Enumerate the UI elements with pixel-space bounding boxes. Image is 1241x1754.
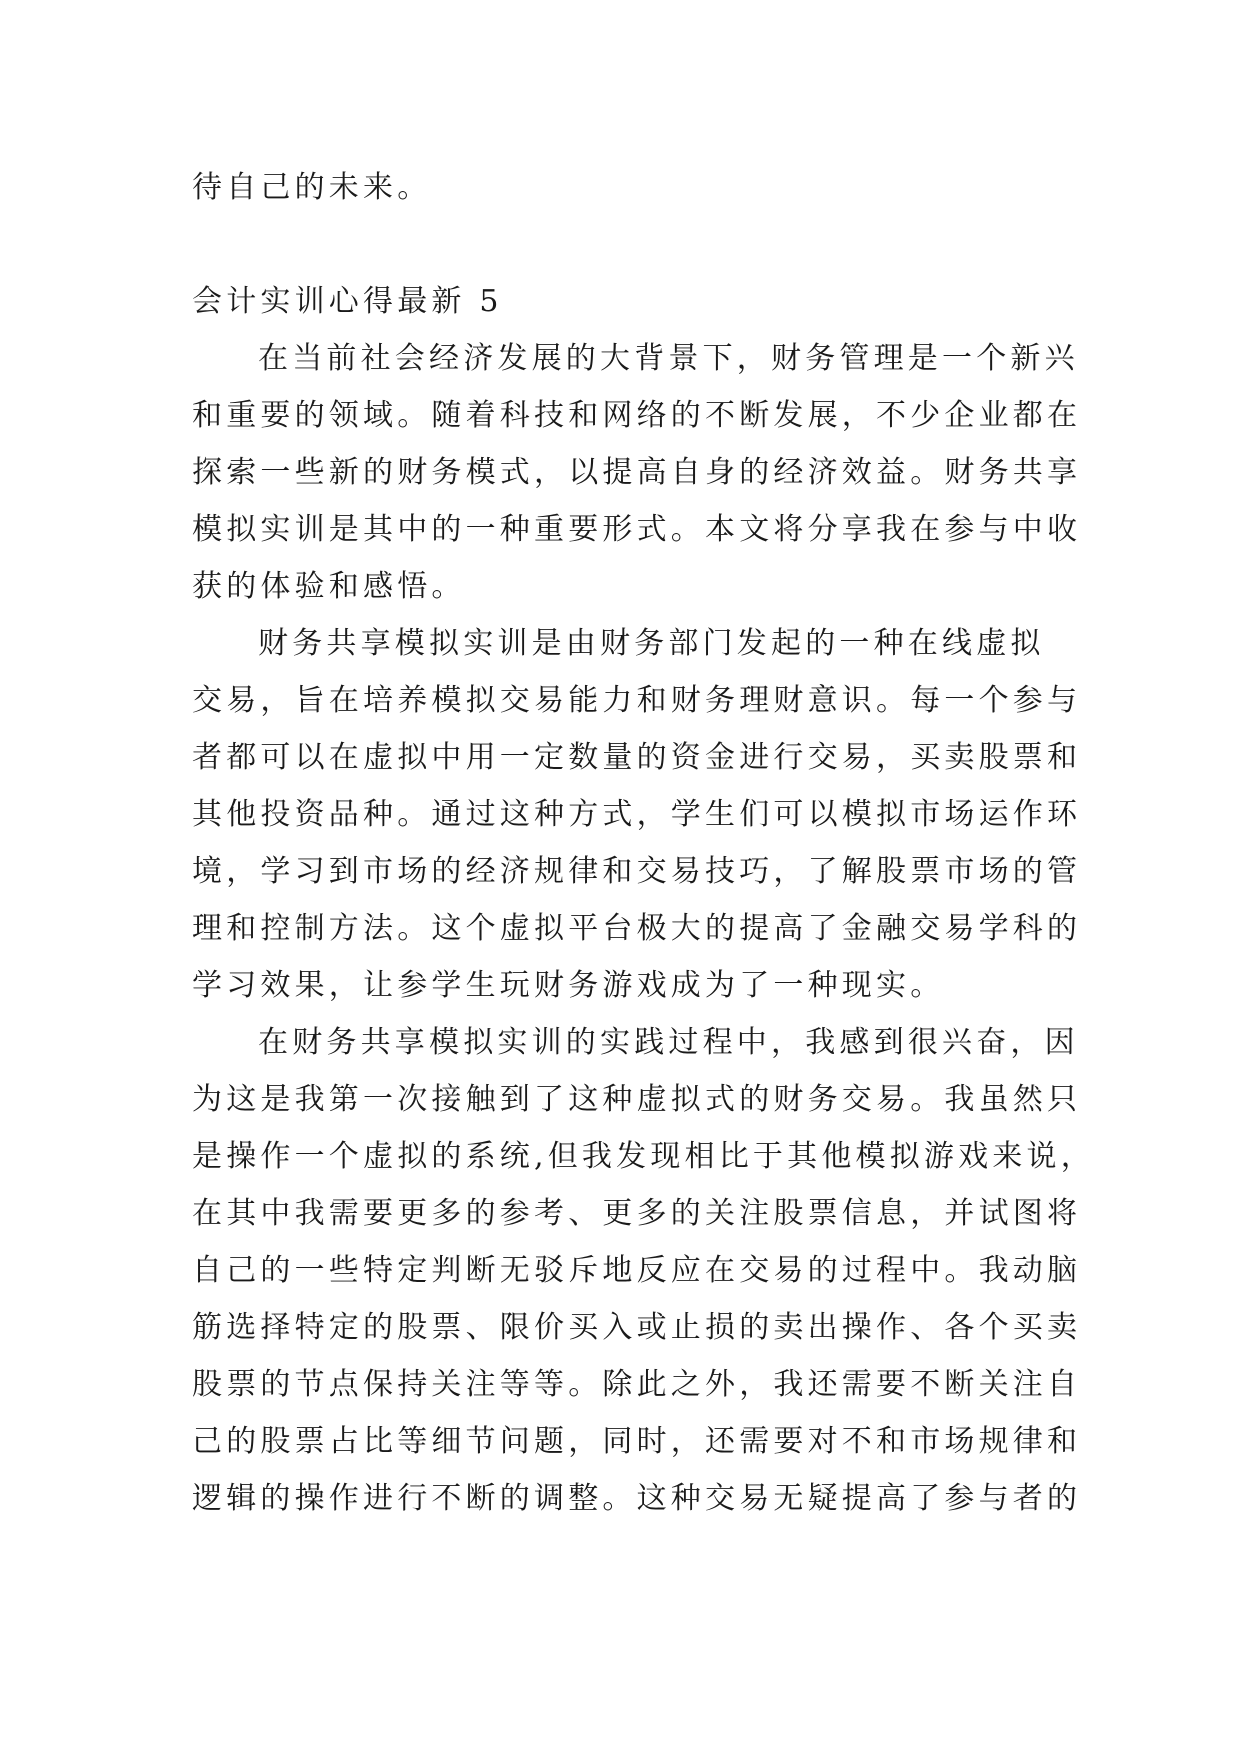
paragraph-1 [192, 330, 1082, 615]
paragraph-line: 交易，旨在培养模拟交易能力和财务理财意识。每一个参与 [192, 683, 1082, 718]
paragraph-line: 股票的节点保持关注等等。除此之外，我还需要不断关注自 [192, 1367, 1082, 1402]
paragraph-3 [192, 1014, 1095, 1527]
paragraph-line: 探索一些新的财务模式，以提高自身的经济效益。财务共享 [192, 455, 1082, 490]
paragraph-line: 其他投资品种。通过这种方式，学生们可以模拟市场运作环 [192, 797, 1082, 832]
paragraph-line: 自己的一些特定判断无驳斥地反应在交易的过程中。我动脑 [192, 1253, 1082, 1288]
paragraph-line: 财务共享模拟实训是由财务部门发起的一种在线虚拟 [258, 626, 1045, 661]
paragraph-line: 是操作一个虚拟的系统,但我发现相比于其他模拟游戏来说， [192, 1139, 1095, 1174]
paragraph-line: 在财务共享模拟实训的实践过程中，我感到很兴奋，因 [258, 1025, 1079, 1060]
paragraph-line: 在其中我需要更多的参考、更多的关注股票信息，并试图将 [192, 1196, 1082, 1231]
paragraph-line: 逻辑的操作进行不断的调整。这种交易无疑提高了参与者的 [192, 1481, 1082, 1516]
paragraph-line: 和重要的领域。随着科技和网络的不断发展，不少企业都在 [192, 398, 1082, 433]
paragraph-2 [192, 615, 1082, 1014]
document-body [192, 159, 1095, 1527]
paragraph-line: 在当前社会经济发展的大背景下，财务管理是一个新兴 [258, 341, 1079, 376]
paragraph-line: 获的体验和感悟。 [192, 569, 466, 604]
paragraph-gap [192, 216, 1052, 273]
paragraph-line: 己的股票占比等细节问题，同时，还需要对不和市场规律和 [192, 1424, 1082, 1459]
paragraph-line: 理和控制方法。这个虚拟平台极大的提高了金融交易学科的 [192, 911, 1082, 946]
continued-text-line: 待自己的未来。 [192, 170, 432, 205]
paragraph-line: 境，学习到市场的经济规律和交易技巧，了解股票市场的管 [192, 854, 1082, 889]
paragraph-line: 筋选择特定的股票、限价买入或止损的卖出操作、各个买卖 [192, 1310, 1082, 1345]
paragraph-line: 模拟实训是其中的一种重要形式。本文将分享我在参与中收 [192, 512, 1082, 547]
paragraph-line: 学习效果，让参学生玩财务游戏成为了一种现实。 [192, 968, 945, 1003]
section-heading: 会计实训心得最新 5 [192, 284, 503, 319]
paragraph-line: 者都可以在虚拟中用一定数量的资金进行交易，买卖股票和 [192, 740, 1082, 775]
paragraph-line: 为这是我第一次接触到了这种虚拟式的财务交易。我虽然只 [192, 1082, 1082, 1117]
